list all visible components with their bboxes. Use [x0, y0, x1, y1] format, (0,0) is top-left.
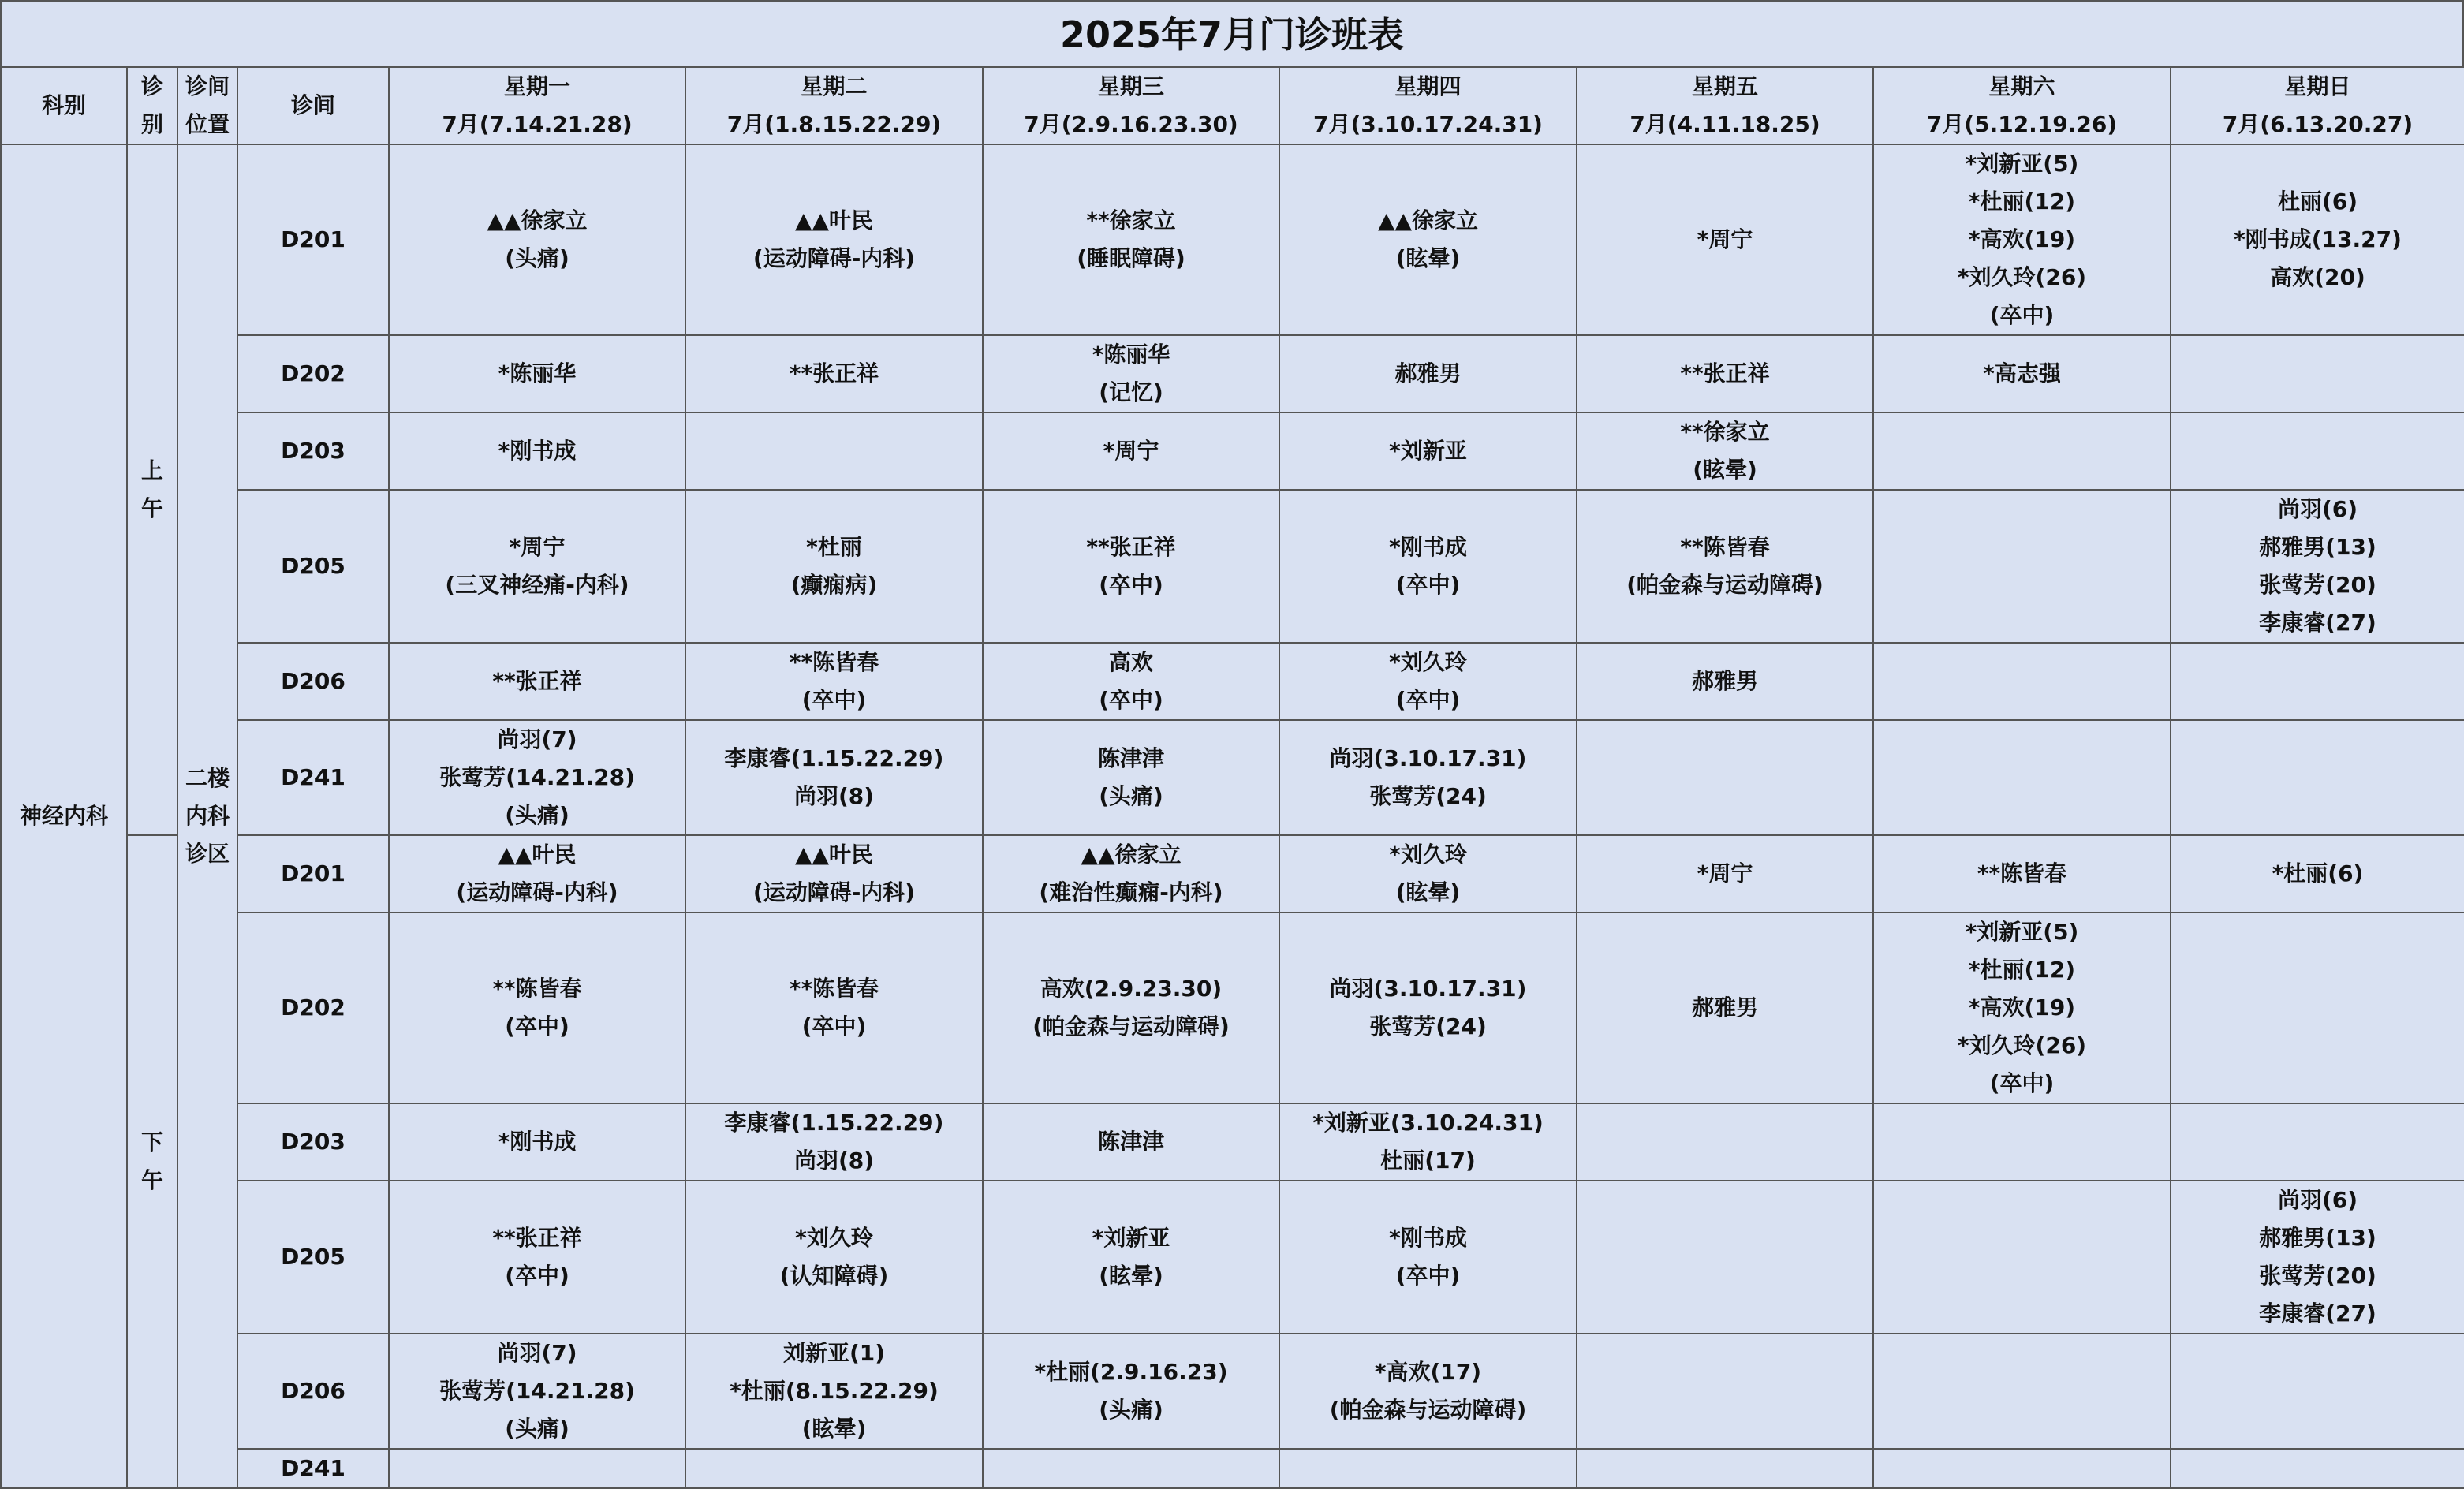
cell-line: **陈皆春 — [789, 649, 879, 675]
cell-line: (卒中) — [1099, 572, 1163, 598]
schedule-cell — [685, 720, 983, 835]
cell-line: 刘新亚(1) — [782, 1340, 886, 1366]
cell-line: 高欢 — [1108, 649, 1153, 675]
schedule-cell — [1873, 1449, 2171, 1488]
cell-line: 7月(6.13.20.27) — [2222, 111, 2414, 137]
cell-line: ▲▲徐家立 — [1081, 842, 1182, 868]
schedule-cell — [1577, 835, 1873, 912]
cell-line: 星期二 — [801, 73, 868, 99]
cell-line: 星期四 — [1394, 73, 1462, 99]
cell-line: **陈皆春 — [1977, 860, 2067, 886]
cell-line: **陈皆春 — [1680, 534, 1770, 560]
department-cell — [1, 144, 127, 1488]
cell-line: *刚书成 — [498, 1129, 577, 1155]
cell-line: *刚书成 — [1389, 1225, 1467, 1251]
cell-line: (运动障碍-内科) — [752, 245, 916, 271]
cell-line: 尚羽(7) — [497, 1340, 577, 1366]
cell-line: **陈皆春 — [789, 976, 879, 1002]
cell-line: D206 — [281, 1378, 345, 1404]
schedule-cell — [1873, 1334, 2171, 1449]
schedule-cell — [2171, 412, 2464, 490]
cell-line: *刘新亚 — [1389, 438, 1467, 464]
schedule-cell — [1577, 1103, 1873, 1181]
cell-line: (三叉神经痛-内科) — [445, 572, 629, 598]
cell-line: (卒中) — [801, 1013, 867, 1039]
schedule-cell — [1873, 720, 2171, 835]
cell-line: *刘新亚(5) — [1965, 151, 2079, 177]
schedule-cell — [1279, 720, 1577, 835]
cell-line: 张莺芳(14.21.28) — [439, 1378, 635, 1404]
cell-line: D201 — [281, 226, 345, 252]
cell-line: (卒中) — [505, 1013, 569, 1039]
schedule-cell — [389, 912, 685, 1103]
header-day-4 — [1279, 67, 1577, 144]
cell-line: *刘新亚(5) — [1965, 919, 2079, 945]
schedule-cell — [2171, 1334, 2464, 1449]
cell-line: 郝雅男(13) — [2259, 1225, 2376, 1251]
room-cell — [237, 490, 389, 643]
cell-line: D205 — [281, 553, 345, 579]
cell-line: 二楼 — [185, 765, 230, 791]
cell-line: (睡眠障碍) — [1077, 245, 1185, 271]
cell-line: 张莺芳(20) — [2259, 1263, 2376, 1289]
cell-line: 诊 — [140, 73, 163, 99]
schedule-cell — [1873, 490, 2171, 643]
cell-line: (帕金森与运动障碍) — [1329, 1397, 1527, 1423]
header-dept — [1, 67, 127, 144]
cell-line: 7月(2.9.16.23.30) — [1024, 111, 1238, 137]
session-cell — [127, 144, 177, 835]
cell-line: *刚书成(13.27) — [2234, 226, 2402, 252]
schedule-cell — [1873, 1103, 2171, 1181]
cell-line: 星期三 — [1097, 73, 1164, 99]
room-cell — [237, 720, 389, 835]
cell-line: 诊区 — [185, 841, 230, 867]
room-cell — [237, 144, 389, 335]
schedule-cell — [1279, 144, 1577, 335]
schedule-cell — [389, 720, 685, 835]
schedule-cell — [983, 412, 1279, 490]
cell-line: *陈丽华 — [498, 360, 577, 386]
schedule-cell — [685, 1449, 983, 1488]
schedule-cell — [1279, 912, 1577, 1103]
cell-line: ▲▲叶民 — [794, 207, 874, 233]
schedule-cell — [2171, 490, 2464, 643]
schedule-cell — [685, 643, 983, 720]
cell-line: (头痛) — [1099, 783, 1163, 809]
schedule-cell — [1873, 835, 2171, 912]
room-cell — [237, 335, 389, 412]
schedule-cell — [1279, 490, 1577, 643]
cell-line: *陈丽华 — [1092, 341, 1170, 368]
cell-line: *刚书成 — [498, 438, 577, 464]
room-cell — [237, 643, 389, 720]
cell-line: *刘久玲 — [1389, 649, 1467, 675]
schedule-cell — [685, 1334, 983, 1449]
cell-line: (眩晕) — [1395, 879, 1461, 905]
cell-line: 科别 — [41, 92, 86, 118]
table-row — [1, 643, 2464, 720]
schedule-cell — [685, 490, 983, 643]
cell-line: D203 — [281, 438, 345, 464]
schedule-cell — [685, 912, 983, 1103]
schedule-cell — [1279, 1181, 1577, 1334]
schedule-cell — [685, 1103, 983, 1181]
cell-line: (认知障碍) — [779, 1263, 889, 1289]
schedule-cell — [389, 144, 685, 335]
cell-line: 郝雅男 — [1394, 360, 1462, 386]
cell-line: 李康睿(1.15.22.29) — [724, 745, 944, 771]
page-title: 2025年7月门诊班表 — [0, 0, 2464, 66]
schedule-cell — [1279, 1103, 1577, 1181]
cell-line: (帕金森与运动障碍) — [1626, 572, 1824, 598]
cell-line: 内科 — [185, 803, 230, 829]
cell-line: ▲▲徐家立 — [1377, 207, 1479, 233]
schedule-cell — [1873, 1181, 2171, 1334]
schedule-cell — [983, 912, 1279, 1103]
schedule-cell — [1577, 144, 1873, 335]
schedule-cell — [389, 1181, 685, 1334]
room-cell — [237, 1103, 389, 1181]
cell-line: *杜丽(12) — [1968, 188, 2076, 215]
schedule-cell — [983, 1103, 1279, 1181]
cell-line: D202 — [281, 360, 345, 386]
schedule-cell — [1873, 335, 2171, 412]
schedule-cell — [1873, 643, 2171, 720]
cell-line: 张莺芳(14.21.28) — [439, 764, 635, 790]
cell-line: D241 — [281, 764, 345, 790]
cell-line: D201 — [281, 860, 345, 886]
room-cell — [237, 1181, 389, 1334]
cell-line: 7月(1.8.15.22.29) — [726, 111, 942, 137]
cell-line: 杜丽(17) — [1380, 1148, 1476, 1174]
cell-line: 尚羽(8) — [793, 1148, 875, 1174]
cell-line: 诊间 — [185, 73, 230, 99]
header-day-1 — [389, 67, 685, 144]
table-row — [1, 490, 2464, 643]
cell-line: (头痛) — [505, 245, 569, 271]
cell-line: 陈津津 — [1097, 745, 1164, 771]
cell-line: (卒中) — [1395, 572, 1461, 598]
schedule-cell — [1279, 335, 1577, 412]
schedule-cell — [2171, 1181, 2464, 1334]
cell-line: *刘久玲(26) — [1957, 264, 2087, 290]
cell-line: 神经内科 — [19, 803, 108, 829]
header-day-7 — [2171, 67, 2464, 144]
schedule-table — [0, 66, 2464, 1489]
schedule-cell — [1279, 1334, 1577, 1449]
schedule-cell — [389, 1334, 685, 1449]
schedule-cell — [1577, 1449, 1873, 1488]
header-day-2 — [685, 67, 983, 144]
table-row — [1, 1103, 2464, 1181]
cell-line: (眩晕) — [1395, 245, 1461, 271]
header-location — [177, 67, 237, 144]
cell-line: 郝雅男(13) — [2259, 534, 2376, 560]
room-cell — [237, 912, 389, 1103]
table-row — [1, 1334, 2464, 1449]
schedule-cell — [1279, 1449, 1577, 1488]
table-row — [1, 835, 2464, 912]
schedule-cell — [1873, 144, 2171, 335]
cell-line: 高欢(2.9.23.30) — [1040, 976, 1223, 1002]
cell-line: **张正祥 — [1680, 360, 1770, 386]
cell-line: *周宁 — [1697, 860, 1753, 886]
cell-line: (卒中) — [801, 687, 867, 713]
cell-line: *刘久玲(26) — [1957, 1032, 2087, 1058]
table-row — [1, 1449, 2464, 1488]
cell-line: D203 — [281, 1129, 345, 1155]
cell-line: *杜丽(12) — [1968, 957, 2076, 983]
cell-line: 郝雅男 — [1691, 995, 1758, 1021]
cell-line: 陈津津 — [1097, 1129, 1164, 1155]
cell-line: (眩晕) — [1693, 457, 1757, 483]
schedule-cell — [983, 1449, 1279, 1488]
cell-line: D206 — [281, 668, 345, 694]
schedule-cell — [983, 144, 1279, 335]
schedule-cell — [685, 1181, 983, 1334]
cell-line: 郝雅男 — [1691, 668, 1758, 694]
cell-line: (运动障碍-内科) — [752, 879, 916, 905]
cell-line: *刘新亚(3.10.24.31) — [1312, 1110, 1544, 1136]
cell-line: (眩晕) — [1099, 1263, 1163, 1289]
cell-line: 尚羽(3.10.17.31) — [1329, 745, 1527, 771]
cell-line: 星期一 — [503, 73, 570, 99]
cell-line: (卒中) — [1099, 687, 1163, 713]
cell-line: (头痛) — [505, 802, 569, 828]
cell-line: **徐家立 — [1086, 207, 1176, 233]
schedule-cell — [685, 144, 983, 335]
cell-line: 尚羽(6) — [2277, 1187, 2358, 1213]
cell-line: 别 — [140, 111, 163, 137]
cell-line: 尚羽(8) — [793, 783, 875, 809]
cell-line: ▲▲徐家立 — [487, 207, 588, 233]
cell-line: 上 — [140, 457, 163, 483]
schedule-cell — [389, 835, 685, 912]
schedule-cell — [389, 490, 685, 643]
header-session — [127, 67, 177, 144]
cell-line: D202 — [281, 995, 345, 1021]
schedule-cell — [1279, 835, 1577, 912]
cell-line: 张莺芳(24) — [1369, 783, 1487, 809]
cell-line: 午 — [140, 495, 163, 521]
cell-line: 张莺芳(20) — [2259, 572, 2376, 598]
header-day-6 — [1873, 67, 2171, 144]
schedule-cell — [983, 1334, 1279, 1449]
cell-line: *周宁 — [1103, 438, 1159, 464]
cell-line: (癫痫病) — [790, 572, 878, 598]
schedule-cell — [2171, 335, 2464, 412]
schedule-cell — [2171, 144, 2464, 335]
schedule-cell — [685, 335, 983, 412]
cell-line: 7月(5.12.19.26) — [1926, 111, 2118, 137]
cell-line: (卒中) — [1989, 302, 2055, 328]
cell-line: (卒中) — [505, 1263, 569, 1289]
schedule-cell — [983, 643, 1279, 720]
cell-line: *刚书成 — [1389, 534, 1467, 560]
cell-line: (卒中) — [1989, 1070, 2055, 1096]
schedule-cell — [389, 643, 685, 720]
schedule-cell — [1577, 643, 1873, 720]
cell-line: *高欢(19) — [1968, 995, 2076, 1021]
room-cell — [237, 1334, 389, 1449]
schedule-cell — [983, 490, 1279, 643]
schedule-cell — [685, 412, 983, 490]
cell-line: 位置 — [185, 111, 230, 137]
table-row — [1, 144, 2464, 335]
header-day-5 — [1577, 67, 1873, 144]
cell-line: 张莺芳(24) — [1369, 1013, 1487, 1039]
cell-line: *刘新亚 — [1092, 1225, 1170, 1251]
schedule-cell — [983, 1181, 1279, 1334]
table-row — [1, 720, 2464, 835]
schedule-cell — [2171, 912, 2464, 1103]
schedule-cell — [983, 335, 1279, 412]
header-room — [237, 67, 389, 144]
schedule-cell — [389, 1103, 685, 1181]
cell-line: 下 — [140, 1129, 163, 1155]
cell-line: **陈皆春 — [492, 976, 582, 1002]
cell-line: *高欢(19) — [1968, 226, 2076, 252]
cell-line: 诊间 — [290, 92, 335, 118]
schedule-cell — [2171, 720, 2464, 835]
table-row — [1, 1181, 2464, 1334]
cell-line: **张正祥 — [1086, 534, 1176, 560]
cell-line: *杜丽(2.9.16.23) — [1034, 1359, 1228, 1385]
cell-line: *刘久玲 — [795, 1225, 873, 1251]
cell-line: 尚羽(3.10.17.31) — [1329, 976, 1527, 1002]
cell-line: *刘久玲 — [1389, 842, 1467, 868]
cell-line: **张正祥 — [492, 668, 582, 694]
cell-line: **徐家立 — [1680, 419, 1770, 445]
cell-line: (运动障碍-内科) — [456, 879, 618, 905]
cell-line: D241 — [281, 1455, 345, 1481]
schedule-cell — [1577, 490, 1873, 643]
cell-line: 高欢(20) — [2270, 264, 2365, 290]
cell-line: 杜丽(6) — [2277, 188, 2358, 215]
cell-line: *杜丽(8.15.22.29) — [730, 1378, 939, 1404]
schedule-cell — [1577, 720, 1873, 835]
cell-line: (卒中) — [1395, 687, 1461, 713]
schedule-cell — [2171, 835, 2464, 912]
schedule-cell — [389, 412, 685, 490]
cell-line: 星期五 — [1691, 73, 1758, 99]
cell-line: (卒中) — [1395, 1263, 1461, 1289]
cell-line: *高欢(17) — [1374, 1359, 1482, 1385]
session-cell — [127, 835, 177, 1488]
cell-line: 尚羽(6) — [2277, 496, 2358, 522]
schedule-cell — [2171, 643, 2464, 720]
cell-line: 7月(7.14.21.28) — [442, 111, 633, 137]
schedule-cell — [685, 835, 983, 912]
schedule-cell — [2171, 1449, 2464, 1488]
schedule-cell — [983, 720, 1279, 835]
cell-line: *高志强 — [1983, 360, 2061, 386]
room-cell — [237, 412, 389, 490]
cell-line: *周宁 — [1697, 226, 1753, 252]
table-row — [1, 412, 2464, 490]
schedule-cell — [1279, 412, 1577, 490]
cell-line: (头痛) — [505, 1416, 569, 1442]
schedule-cell — [1577, 1334, 1873, 1449]
cell-line: **张正祥 — [492, 1225, 582, 1251]
cell-line: 7月(4.11.18.25) — [1630, 111, 1820, 137]
cell-line: (帕金森与运动障碍) — [1032, 1013, 1230, 1039]
location-cell — [177, 144, 237, 1488]
cell-line: 李康睿(1.15.22.29) — [724, 1110, 944, 1136]
cell-line: 星期六 — [1988, 73, 2055, 99]
header-day-3 — [983, 67, 1279, 144]
cell-line: 7月(3.10.17.24.31) — [1313, 111, 1543, 137]
schedule-cell — [1577, 412, 1873, 490]
schedule-cell — [1873, 412, 2171, 490]
cell-line: 午 — [140, 1167, 163, 1193]
schedule-cell — [389, 335, 685, 412]
cell-line: D205 — [281, 1244, 345, 1270]
schedule-cell — [1279, 643, 1577, 720]
cell-line: **张正祥 — [789, 360, 879, 386]
cell-line: ▲▲叶民 — [498, 842, 577, 868]
schedule-cell — [1577, 1181, 1873, 1334]
schedule-cell — [2171, 1103, 2464, 1181]
schedule-cell — [983, 835, 1279, 912]
table-row — [1, 912, 2464, 1103]
cell-line: *杜丽 — [806, 534, 862, 560]
schedule-cell — [1577, 912, 1873, 1103]
room-cell — [237, 1449, 389, 1488]
cell-line: 李康睿(27) — [2259, 610, 2376, 636]
header-row — [1, 67, 2464, 144]
cell-line: 李康睿(27) — [2259, 1301, 2376, 1327]
cell-line: 尚羽(7) — [497, 726, 577, 752]
cell-line: (难治性癫痫-内科) — [1039, 879, 1223, 905]
cell-line: (记忆) — [1099, 379, 1163, 405]
cell-line: (眩晕) — [801, 1416, 867, 1442]
table-row — [1, 335, 2464, 412]
schedule-cell — [389, 1449, 685, 1488]
cell-line: (头痛) — [1099, 1397, 1163, 1423]
cell-line: *杜丽(6) — [2272, 860, 2364, 886]
cell-line: 星期日 — [2284, 73, 2351, 99]
room-cell — [237, 835, 389, 912]
schedule-cell — [1577, 335, 1873, 412]
schedule-cell — [1873, 912, 2171, 1103]
cell-line: ▲▲叶民 — [794, 842, 874, 868]
cell-line: *周宁 — [509, 534, 566, 560]
